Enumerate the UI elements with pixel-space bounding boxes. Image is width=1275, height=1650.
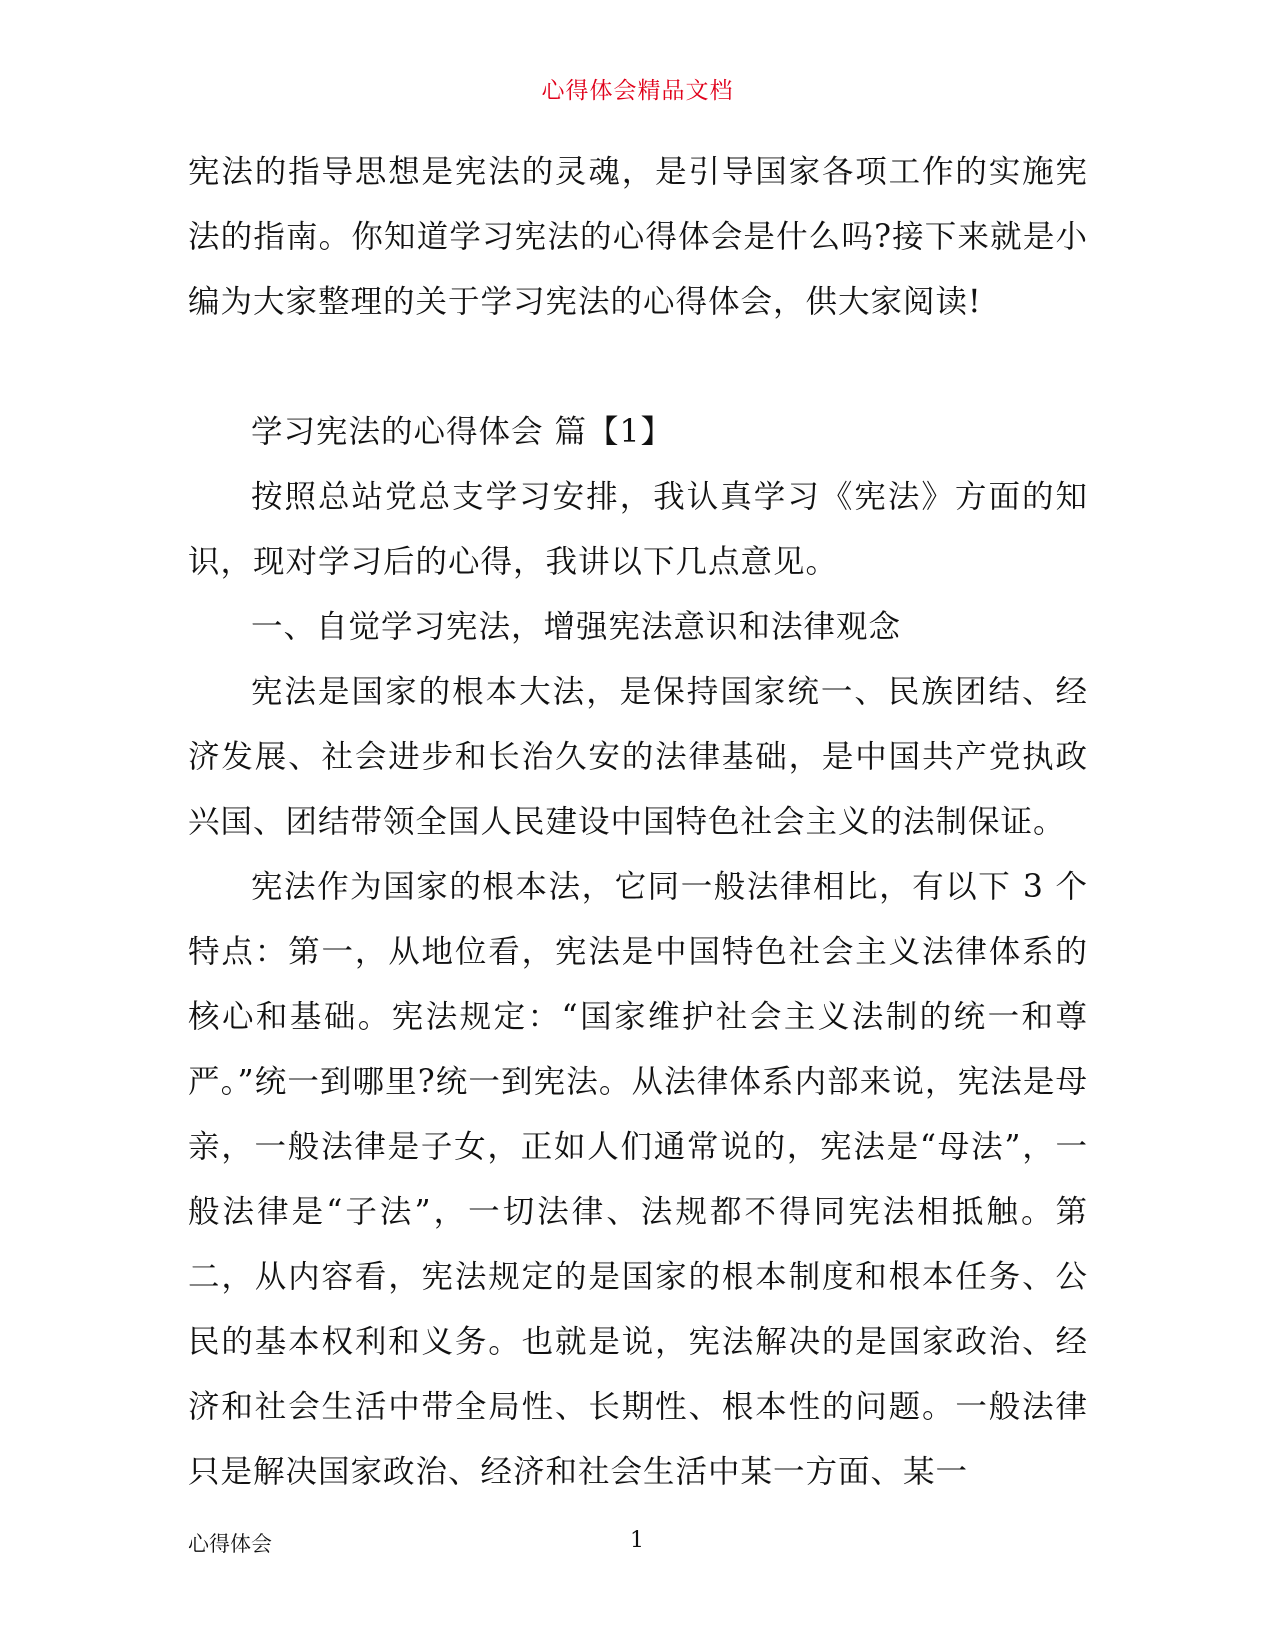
intro-paragraph: 宪法的指导思想是宪法的灵魂，是引导国家各项工作的实施宪法的指南。你知道学习宪法的心得体会是什么吗?接下来就是小编为大家整理的关于学习宪法的心得体会，供大家阅读! — [188, 154, 1088, 320]
page-header: 心得体会精品文档 — [541, 78, 734, 104]
page-footer — [188, 1528, 1088, 1558]
paragraph: 按照总站党总支学习安排，我认真学习《宪法》方面的知识，现对学习后的心得，我讲以下几点意见。 — [188, 479, 1088, 580]
document-body — [188, 140, 1088, 1505]
page-number: 1 — [630, 1528, 644, 1553]
footer-label: 心得体会 — [188, 1532, 272, 1556]
section-title: 学习宪法的心得体会 篇【1】 — [251, 414, 674, 450]
subheading: 一、自觉学习宪法，增强宪法意识和法律观念 — [251, 609, 902, 645]
paragraph: 宪法作为国家的根本法，它同一般法律相比，有以下 3 个特点：第一，从地位看，宪法是中国特色社会主义法律体系的核心和基础。宪法规定：“国家维护社会主义法制的统一和尊严。”统一到哪里?统一到宪法。从法律体系内部来说，宪法是母亲，一般法律是子女，正如人们通常说的，宪法是“母法”，一般法律是“子法”，一切法律、法规都不得同宪法相抵触。第二，从内容看，宪法规定的是国家的根本制度和根本任务、公民的基本权利和义务。也就是说，宪法解决的是国家政治、经济和社会生活中带全局性、长期性、根本性的问题。一般法律只是解决国家政治、经济和社会生活中某一方面、某一 — [188, 869, 1088, 1490]
paragraph: 宪法是国家的根本大法，是保持国家统一、民族团结、经济发展、社会进步和长治久安的法律基础，是中国共产党执政兴国、团结带领全国人民建设中国特色社会主义的法制保证。 — [188, 674, 1088, 840]
